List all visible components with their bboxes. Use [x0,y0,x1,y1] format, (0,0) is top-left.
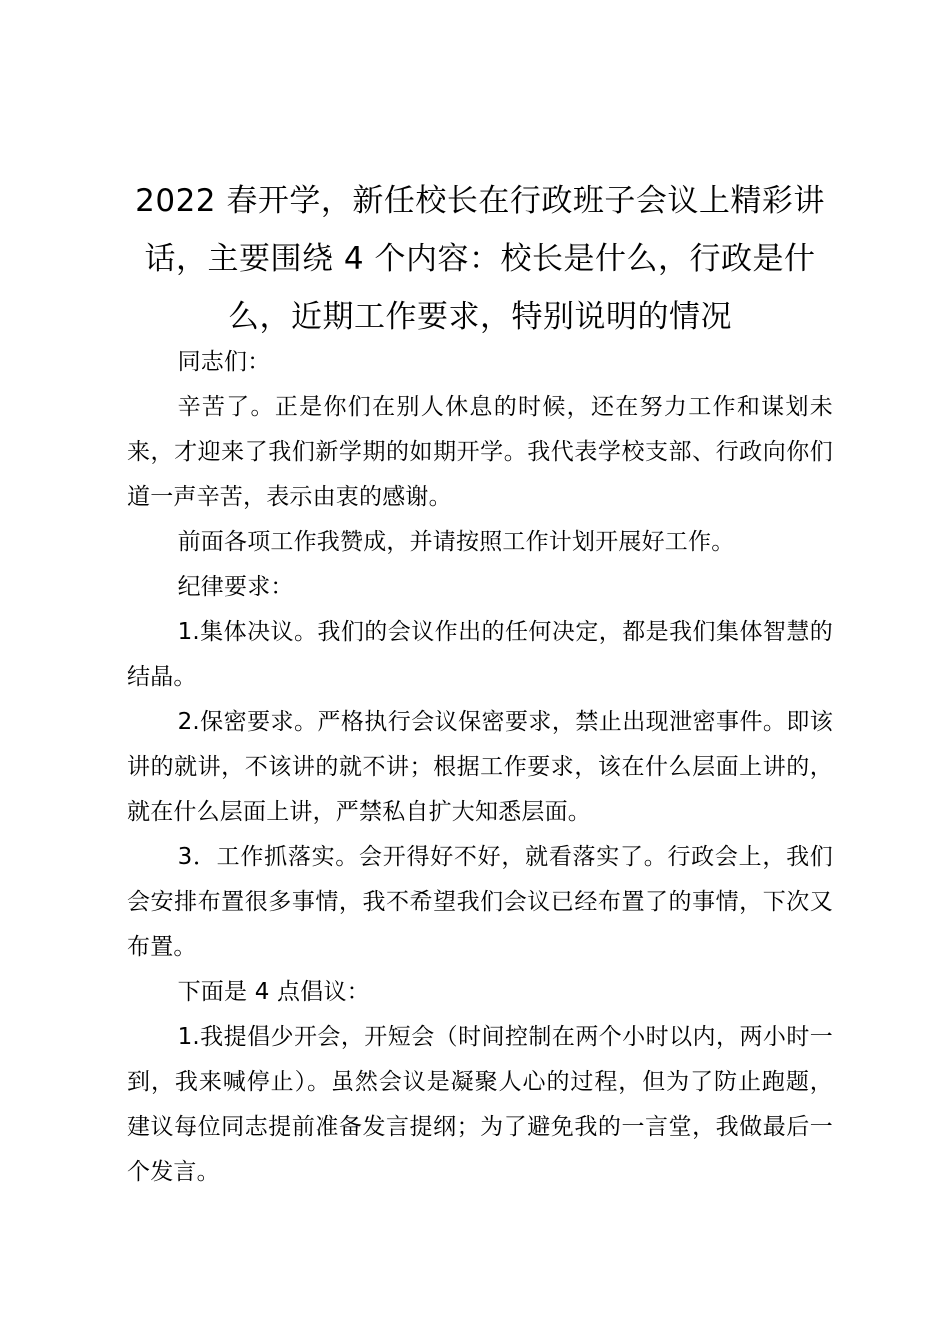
approval-paragraph: 前面各项工作我赞成，并请按照工作计划开展好工作。 [177,529,735,555]
discipline-item-2: 2.保密要求。严格执行会议保密要求，禁止出现泄密事件。即该讲的就讲，不该讲的就不讲；根据工作要求，该在什么层面上讲的，就在什么层面上讲，严禁私自扩大知悉层面。 [127,709,833,825]
proposals-heading: 下面是 4 点倡议： [177,979,370,1005]
discipline-item-1: 1.集体决议。我们的会议作出的任何决定，都是我们集体智慧的结晶。 [127,619,833,690]
proposal-item-1: 1.我提倡少开会，开短会（时间控制在两个小时以内，两小时一到，我来喊停止）。虽然会议是凝聚人心的过程，但为了防止跑题，建议每位同志提前准备发言提纲；为了避免我的一言堂，我做最后一个发言。 [127,1024,833,1185]
discipline-heading: 纪律要求： [177,574,294,600]
document-title: 2022 春开学，新任校长在行政班子会议上精彩讲话，主要围绕 4 个内容：校长是什么，行政是什么，近期工作要求，特别说明的情况 [135,183,825,335]
document-body [127,340,833,1195]
salutation-paragraph: 同志们： [177,349,271,375]
document-page [127,172,833,1195]
thanks-paragraph: 辛苦了。正是你们在别人休息的时候，还在努力工作和谋划未来，才迎来了我们新学期的如期开学。我代表学校支部、行政向你们道一声辛苦，表示由衷的感谢。 [127,394,833,510]
discipline-item-3: 3．工作抓落实。会开得好不好，就看落实了。行政会上，我们会安排布置很多事情，我不希望我们会议已经布置了的事情，下次又布置。 [127,844,833,960]
